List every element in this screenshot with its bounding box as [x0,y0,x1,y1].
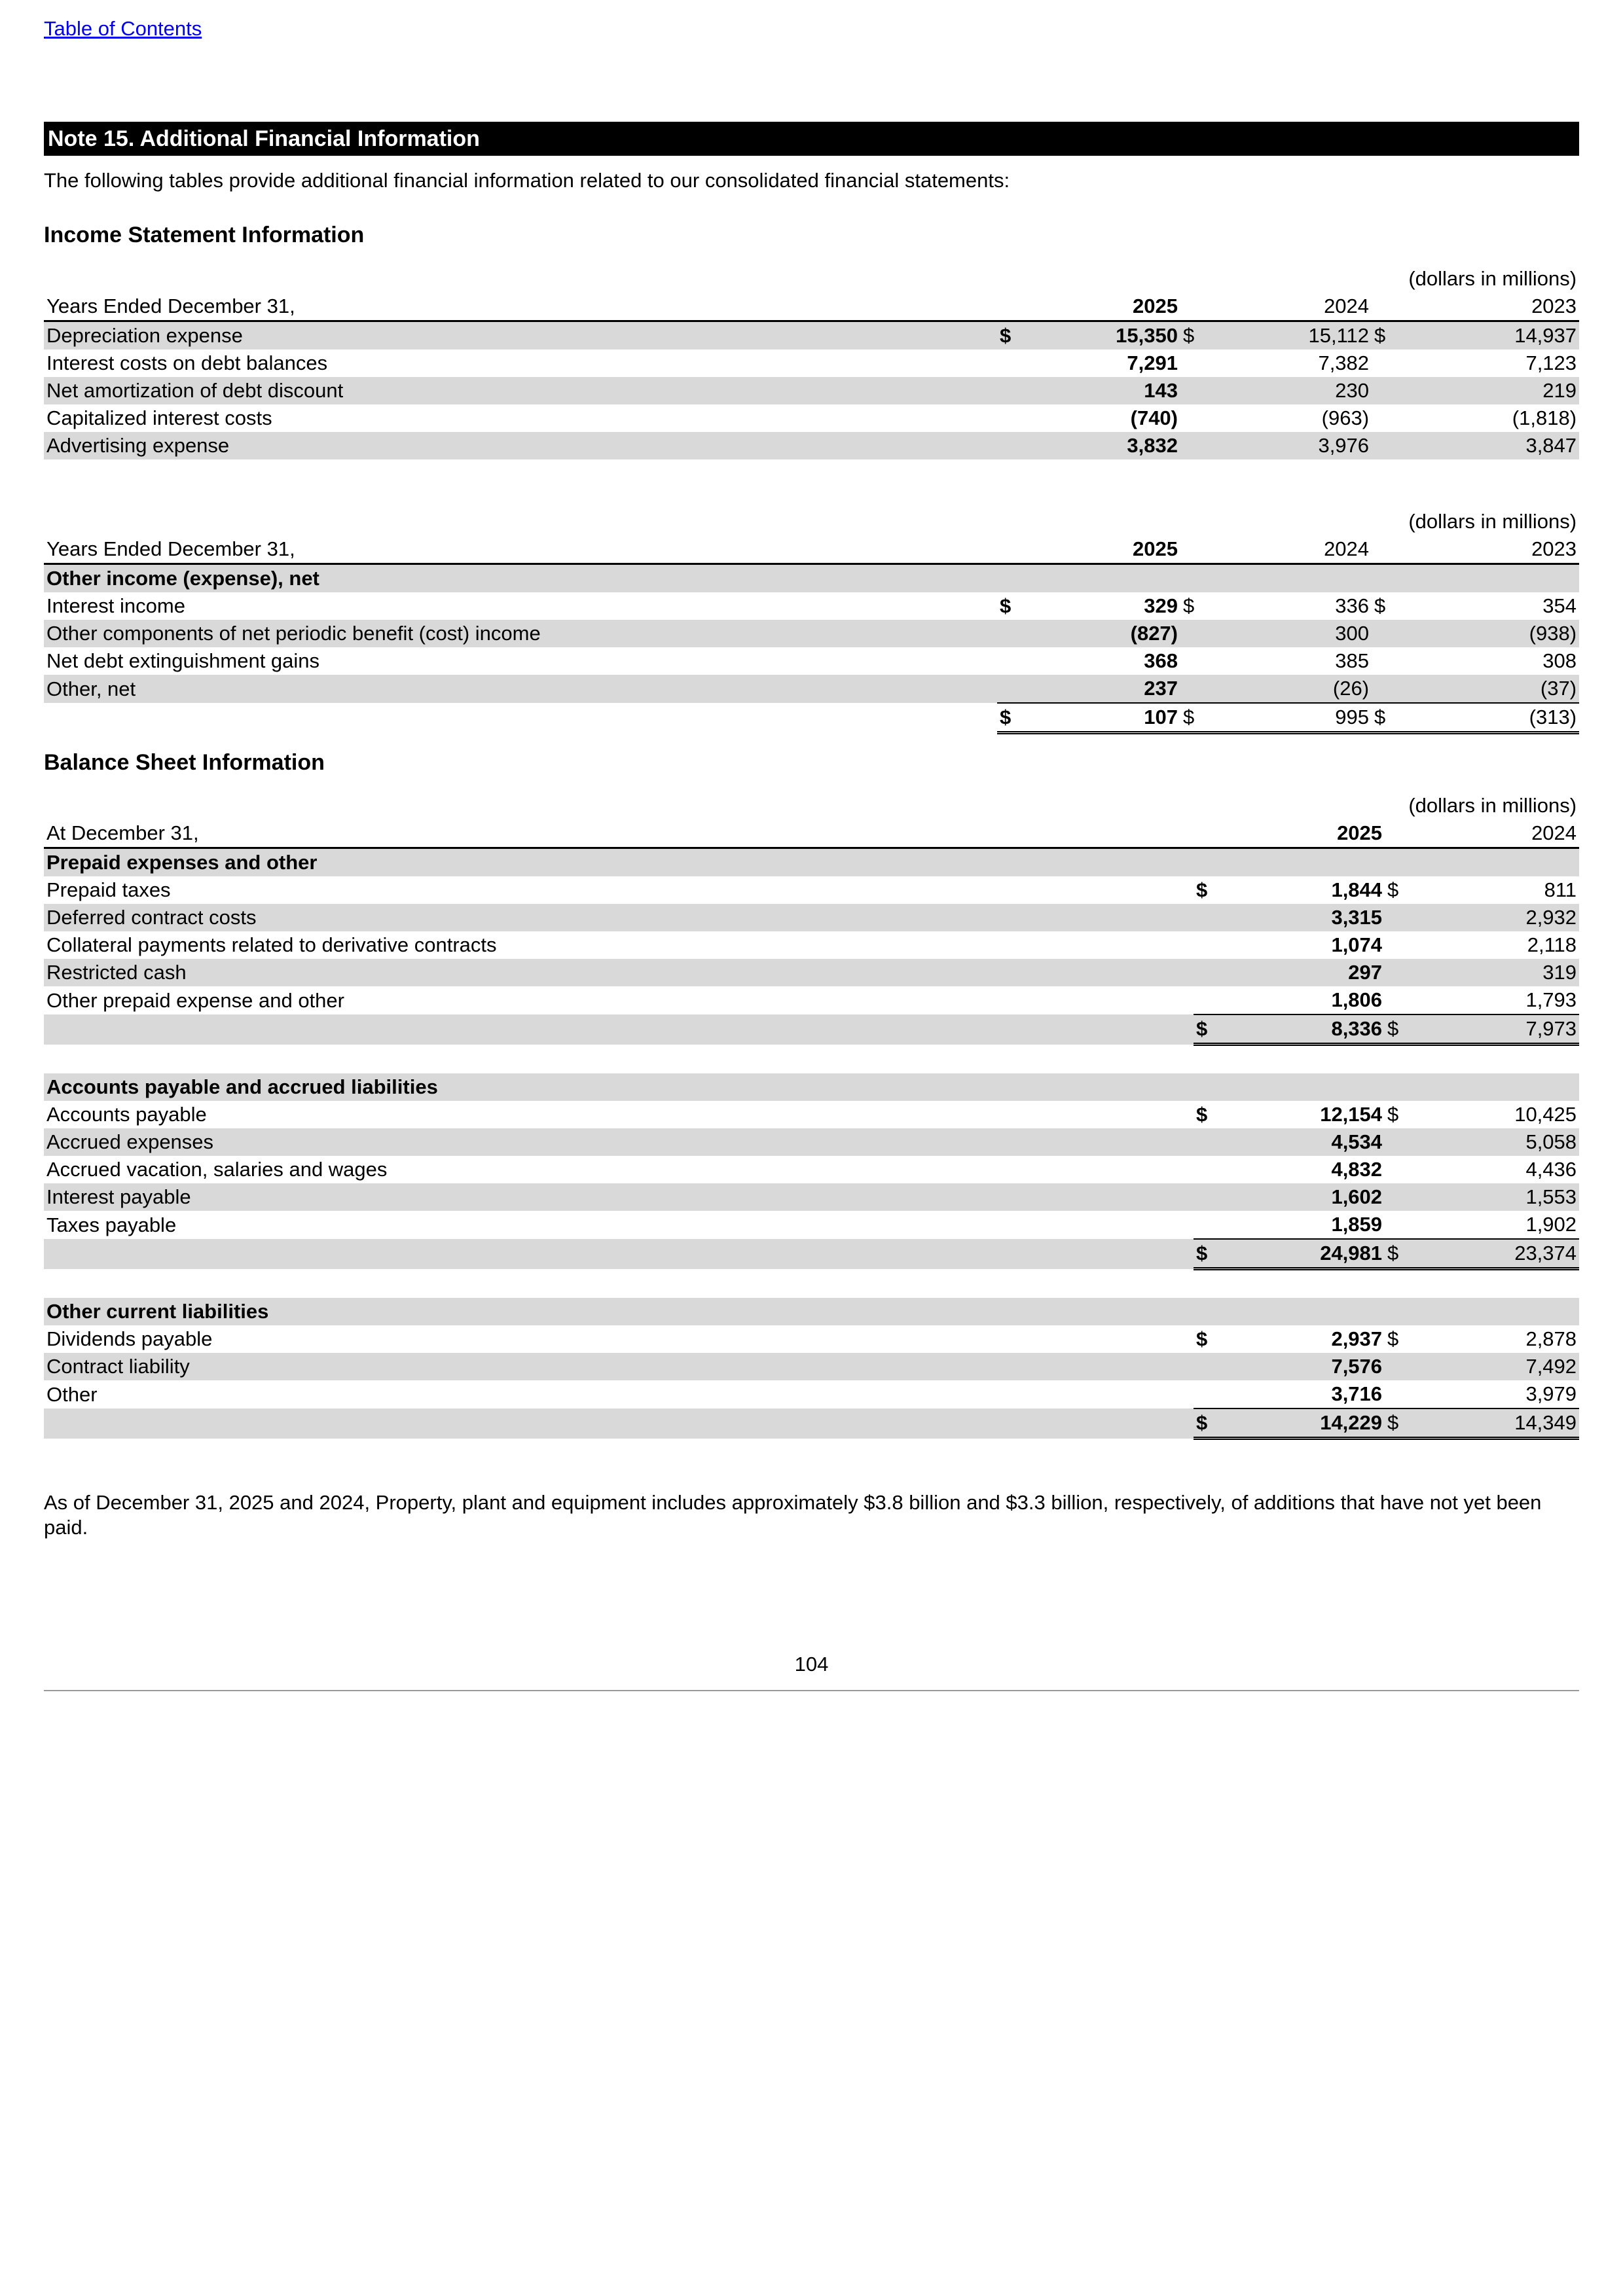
row-label: Advertising expense [44,432,997,459]
currency-symbol: $ [1374,594,1386,617]
row-label: Other, net [44,675,997,703]
value-2024: 336 [1335,594,1370,617]
value-2024: 319 [1406,959,1579,986]
value-2025: 4,832 [1331,1158,1383,1181]
total-2025: 8,336 [1214,1014,1385,1045]
footer-divider [44,1690,1579,1691]
total-row [44,1408,1579,1439]
row-label: Contract liability [44,1353,1194,1380]
value-2025: 3,315 [1214,904,1385,931]
total-2024: 7,973 [1406,1014,1579,1045]
section-label: Prepaid expenses and other [44,848,1579,877]
row-label: Other components of net periodic benefit (cost) income [44,620,997,647]
value-2025: 143 [1018,377,1180,404]
row-label: Interest income [46,594,185,617]
value-2023: 14,937 [1393,321,1579,350]
header-label: Years Ended December 31, [44,293,997,321]
row-label: Prepaid taxes [46,878,171,901]
total-2024: 995 [1201,703,1372,733]
row-label: Net amortization of debt discount [44,377,997,404]
section-label: Other current liabilities [44,1298,1579,1325]
value-2025: 1,806 [1331,988,1383,1011]
currency-symbol: $ [1196,1103,1208,1126]
value-2023: (938) [1393,620,1579,647]
intro-text: The following tables provide additional financial information related to our consolidated financial statements: [44,169,1010,192]
table-row [44,404,1579,432]
table-row [44,647,1579,675]
row-label: Dividends payable [46,1327,213,1350]
row-label: Deferred contract costs [44,904,1194,931]
value-2025: 237 [1018,675,1180,703]
value-2025: 1,074 [1331,933,1383,956]
total-2023: (313) [1393,703,1579,733]
table-row [44,931,1579,959]
table-row [44,377,1579,404]
table-row [44,350,1579,377]
row-label: Collateral payments related to derivative contracts [46,933,497,956]
currency-symbol: $ [1196,878,1208,901]
page-number: 104 [794,1653,829,1676]
currency-symbol: $ [1387,878,1399,901]
value-2025: 1,859 [1331,1213,1383,1236]
row-label: Interest costs on debt balances [46,351,328,374]
value-2024: 1,793 [1525,988,1577,1011]
value-2024: 811 [1544,878,1577,901]
table-row [44,1325,1579,1353]
value-2024: 2,878 [1525,1327,1577,1350]
currency-symbol: $ [1180,703,1201,733]
row-label: Other [46,1382,98,1406]
table-row [44,321,1579,350]
table-row [44,1156,1579,1183]
table-row [44,1211,1579,1239]
currency-symbol: $ [1385,1408,1406,1439]
section-label: Accounts payable and accrued liabilities [44,1073,1579,1101]
value-2023: 7,123 [1525,351,1577,374]
currency-symbol: $ [997,703,1018,733]
table-of-contents-link[interactable]: Table of Contents [44,17,202,40]
row-label: Taxes payable [46,1213,177,1236]
income-statement-table [44,265,1579,459]
value-2024: (963) [1321,406,1370,429]
table-row [44,1183,1579,1211]
value-2025: 2,937 [1331,1327,1383,1350]
currency-symbol: $ [1372,703,1393,733]
value-2024: 7,382 [1318,351,1370,374]
total-2025: 14,229 [1214,1408,1385,1439]
currency-symbol: $ [1385,1239,1406,1269]
currency-symbol: $ [1387,1103,1399,1126]
section-row [44,848,1579,877]
other-income-table [44,508,1579,734]
value-2024: 3,976 [1201,432,1372,459]
total-2024: 14,349 [1406,1408,1579,1439]
unit-row [44,265,1579,293]
value-2025: 12,154 [1320,1103,1383,1126]
row-label: Accrued vacation, salaries and wages [46,1158,388,1181]
row-label: Interest payable [44,1183,1194,1211]
total-2025: 107 [1018,703,1180,733]
table-row [44,904,1579,931]
value-2025: 15,350 [1018,321,1180,350]
value-2025: 329 [1144,594,1178,617]
table-header [44,819,1579,848]
header-year-2023: 2023 [1393,293,1579,321]
value-2024: 230 [1201,377,1372,404]
value-2025: 7,291 [1127,351,1178,374]
table-header [44,293,1579,321]
header-year-2024: 2024 [1201,535,1372,564]
value-2023: 3,847 [1393,432,1579,459]
value-2024: (26) [1201,675,1372,703]
value-2024: 3,979 [1525,1382,1577,1405]
value-2024: 1,553 [1406,1183,1579,1211]
table-row [44,432,1579,459]
table-row [44,1353,1579,1380]
balance-sheet-title: Balance Sheet Information [44,750,325,775]
value-2024: 1,902 [1525,1213,1577,1236]
unit-label: (dollars in millions) [1408,267,1577,290]
value-2023: 354 [1542,594,1577,617]
spacer-row [44,1045,1579,1074]
value-2023: 308 [1542,649,1577,672]
table-row [44,876,1579,904]
row-label: Depreciation expense [44,321,997,350]
unit-row [44,508,1579,535]
unit-label: (dollars in millions) [1408,510,1577,533]
section-label: Other income (expense), net [44,564,1579,593]
unit-label: (dollars in millions) [1408,794,1577,817]
total-2025: 24,981 [1214,1239,1385,1269]
header-year-2025: 2025 [1018,293,1180,321]
table-row [44,1101,1579,1128]
value-2025: (827) [1018,620,1180,647]
value-2024: 385 [1335,649,1370,672]
value-2025: 3,716 [1331,1382,1383,1405]
table-row [44,1380,1579,1408]
row-label: Accounts payable [46,1103,207,1126]
note-title: Note 15. Additional Financial Information [44,122,1579,156]
value-2025: 1,602 [1214,1183,1385,1211]
unit-row [44,792,1579,819]
total-row [44,1239,1579,1269]
currency-symbol: $ [1372,321,1393,350]
section-row [44,1298,1579,1325]
value-2025: 368 [1144,649,1178,672]
value-2024: 7,492 [1406,1353,1579,1380]
row-label: Net debt extinguishment gains [46,649,320,672]
value-2024: 10,425 [1514,1103,1577,1126]
value-2024: 5,058 [1406,1128,1579,1156]
table-row [44,986,1579,1014]
total-2024: 23,374 [1406,1239,1579,1269]
value-2025: 297 [1214,959,1385,986]
value-2024: 2,932 [1406,904,1579,931]
value-2025: 4,534 [1214,1128,1385,1156]
table-row [44,959,1579,986]
currency-symbol: $ [1183,594,1195,617]
header-year-2023: 2023 [1393,535,1579,564]
value-2024: 15,112 [1201,321,1372,350]
section-row [44,564,1579,593]
header-year-2025: 2025 [1018,535,1180,564]
total-row [44,1014,1579,1045]
spacer-row [44,1269,1579,1299]
value-2025: 7,576 [1214,1353,1385,1380]
value-2023: (37) [1393,675,1579,703]
currency-symbol: $ [1385,1014,1406,1045]
total-row [44,703,1579,733]
row-label: Restricted cash [44,959,1194,986]
currency-symbol: $ [1387,1327,1399,1350]
table-row [44,620,1579,647]
value-2025: 3,832 [1018,432,1180,459]
currency-symbol: $ [1196,1327,1208,1350]
value-2024: 2,118 [1527,933,1577,956]
value-2024: 300 [1201,620,1372,647]
income-statement-title: Income Statement Information [44,223,365,247]
section-row [44,1073,1579,1101]
value-2025: 1,844 [1331,878,1383,901]
header-year-2025: 2025 [1214,819,1385,848]
currency-symbol: $ [1194,1014,1214,1045]
table-row [44,1128,1579,1156]
row-label: Accrued expenses [44,1128,1194,1156]
currency-symbol: $ [1194,1408,1214,1439]
currency-symbol: $ [1194,1239,1214,1269]
currency-symbol: $ [997,321,1018,350]
currency-symbol: $ [1000,594,1012,617]
table-row [44,675,1579,703]
header-label: At December 31, [44,819,1194,848]
row-label: Other prepaid expense and other [46,988,344,1012]
value-2024: 4,436 [1525,1158,1577,1181]
header-year-2024: 2024 [1406,819,1579,848]
value-2023: (1,818) [1512,406,1577,429]
balance-sheet-table [44,792,1579,1440]
table-row [44,592,1579,620]
value-2025: (740) [1130,406,1178,429]
footnote-text: As of December 31, 2025 and 2024, Property, plant and equipment includes approximately $3.8 billion and $3.3 billion, respectively, of additions that have not yet been paid. [44,1491,1542,1539]
currency-symbol: $ [1180,321,1201,350]
value-2023: 219 [1393,377,1579,404]
table-header [44,535,1579,564]
header-label: Years Ended December 31, [44,535,997,564]
row-label: Capitalized interest costs [46,406,272,429]
header-year-2024: 2024 [1201,293,1372,321]
